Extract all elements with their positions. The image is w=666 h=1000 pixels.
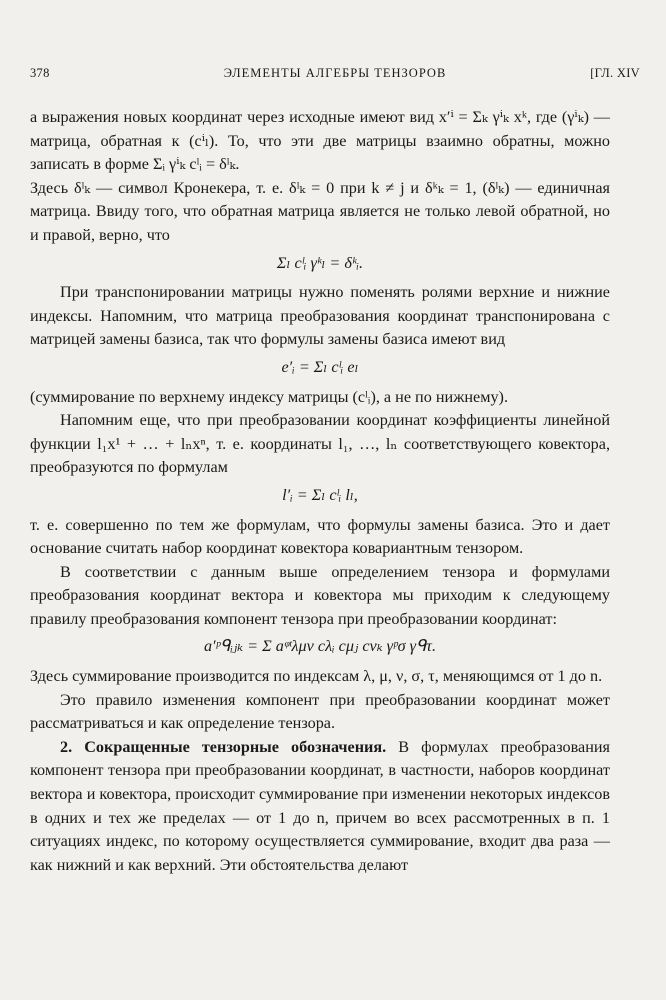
section-heading: 2. Сокращенные тензорные обозначения. xyxy=(60,737,387,756)
paragraph-3: При транспонировании матрицы нужно поменять ролями верхние и нижние индексы. Напомним, что матрица преобразования координат транспонирована с матрицей замены базиса, так что формулы замены базиса имеют вид xyxy=(30,283,610,349)
paragraph-2: Здесь δˡₖ — символ Кронекера, т. е. δˡₖ = 0 при k ≠ j и δᵏₖ = 1, (δˡₖ) — единичная матрица. Ввиду того, что обратная матрица является не только левой обратной, но и правой, верно, что xyxy=(30,178,610,244)
formula-basis-change: e′ᵢ = Σₗ cˡᵢ eₗ xyxy=(281,357,359,376)
section-text: В формулах преобразования компонент тензора при преобразовании координат, в частности, наборов координат вектора и ковектора, происходит суммирование при изменении некоторых индексов в одних и тех же пределах — от 1 до n, причем во всех рассмотренных в п. 1 ситуациях индекс, по которому осуществляется суммирование, входит два раза — как нижний и как верхний. Эти обстоятельства делают xyxy=(30,737,610,874)
paragraph-1: а выражения новых координат через исходные имеют вид x′ⁱ = Σₖ γⁱₖ xᵏ, где (γⁱₖ) — матрица, обратная к (cⁱₗ). То, что эти две матрицы взаимно обратны, можно записать в форме Σᵢ γⁱₖ cˡᵢ = δˡₖ. xyxy=(30,108,610,174)
paragraph-5: Напомним еще, что при преобразовании координат коэффициенты линейной функции l₁x¹ + … + lₙxⁿ, т. е. координаты l₁, …, lₙ соответствующего ковектора, преобразуются по формулам xyxy=(30,411,610,477)
paragraph-4: (суммирование по верхнему индексу матрицы (cˡᵢ), а не по нижнему). xyxy=(30,387,508,406)
running-title: ЭЛЕМЕНТЫ АЛГЕБРЫ ТЕНЗОРОВ xyxy=(223,66,447,80)
formula-covector: l′ᵢ = Σₗ cˡᵢ lₗ, xyxy=(282,485,358,504)
formula-inverse: Σₗ cˡᵢ γᵏₗ = δᵏᵢ. xyxy=(276,253,364,272)
paragraph-10 xyxy=(30,736,610,878)
page-body xyxy=(30,106,610,877)
paragraph-9: Это правило изменения компонент при преобразовании координат может рассматриваться и как определение тензора. xyxy=(30,690,610,733)
running-header xyxy=(30,66,640,86)
paragraph-6: т. е. совершенно по тем же формулам, что формулы замены базиса. Это и дает основание считать набор координат ковектора ковариантным тензором. xyxy=(30,515,610,558)
paragraph-8: Здесь суммирование производится по индексам λ, μ, ν, σ, τ, меняющимся от 1 до n. xyxy=(30,667,603,686)
chapter-label: [ГЛ. XIV xyxy=(590,66,640,80)
paragraph-7: В соответствии с данным выше определением тензора и формулами преобразования координат вектора и ковектора мы приходим к следующему правилу преобразования компонент тензора при преобразовании координат: xyxy=(30,562,610,628)
formula-tensor-transform: a′ᵖᑫᵢⱼₖ = Σ aᵠᵗλμν cλᵢ cμⱼ cνₖ γᵖσ γᑫτ. xyxy=(203,637,437,656)
page-number: 378 xyxy=(30,66,50,80)
